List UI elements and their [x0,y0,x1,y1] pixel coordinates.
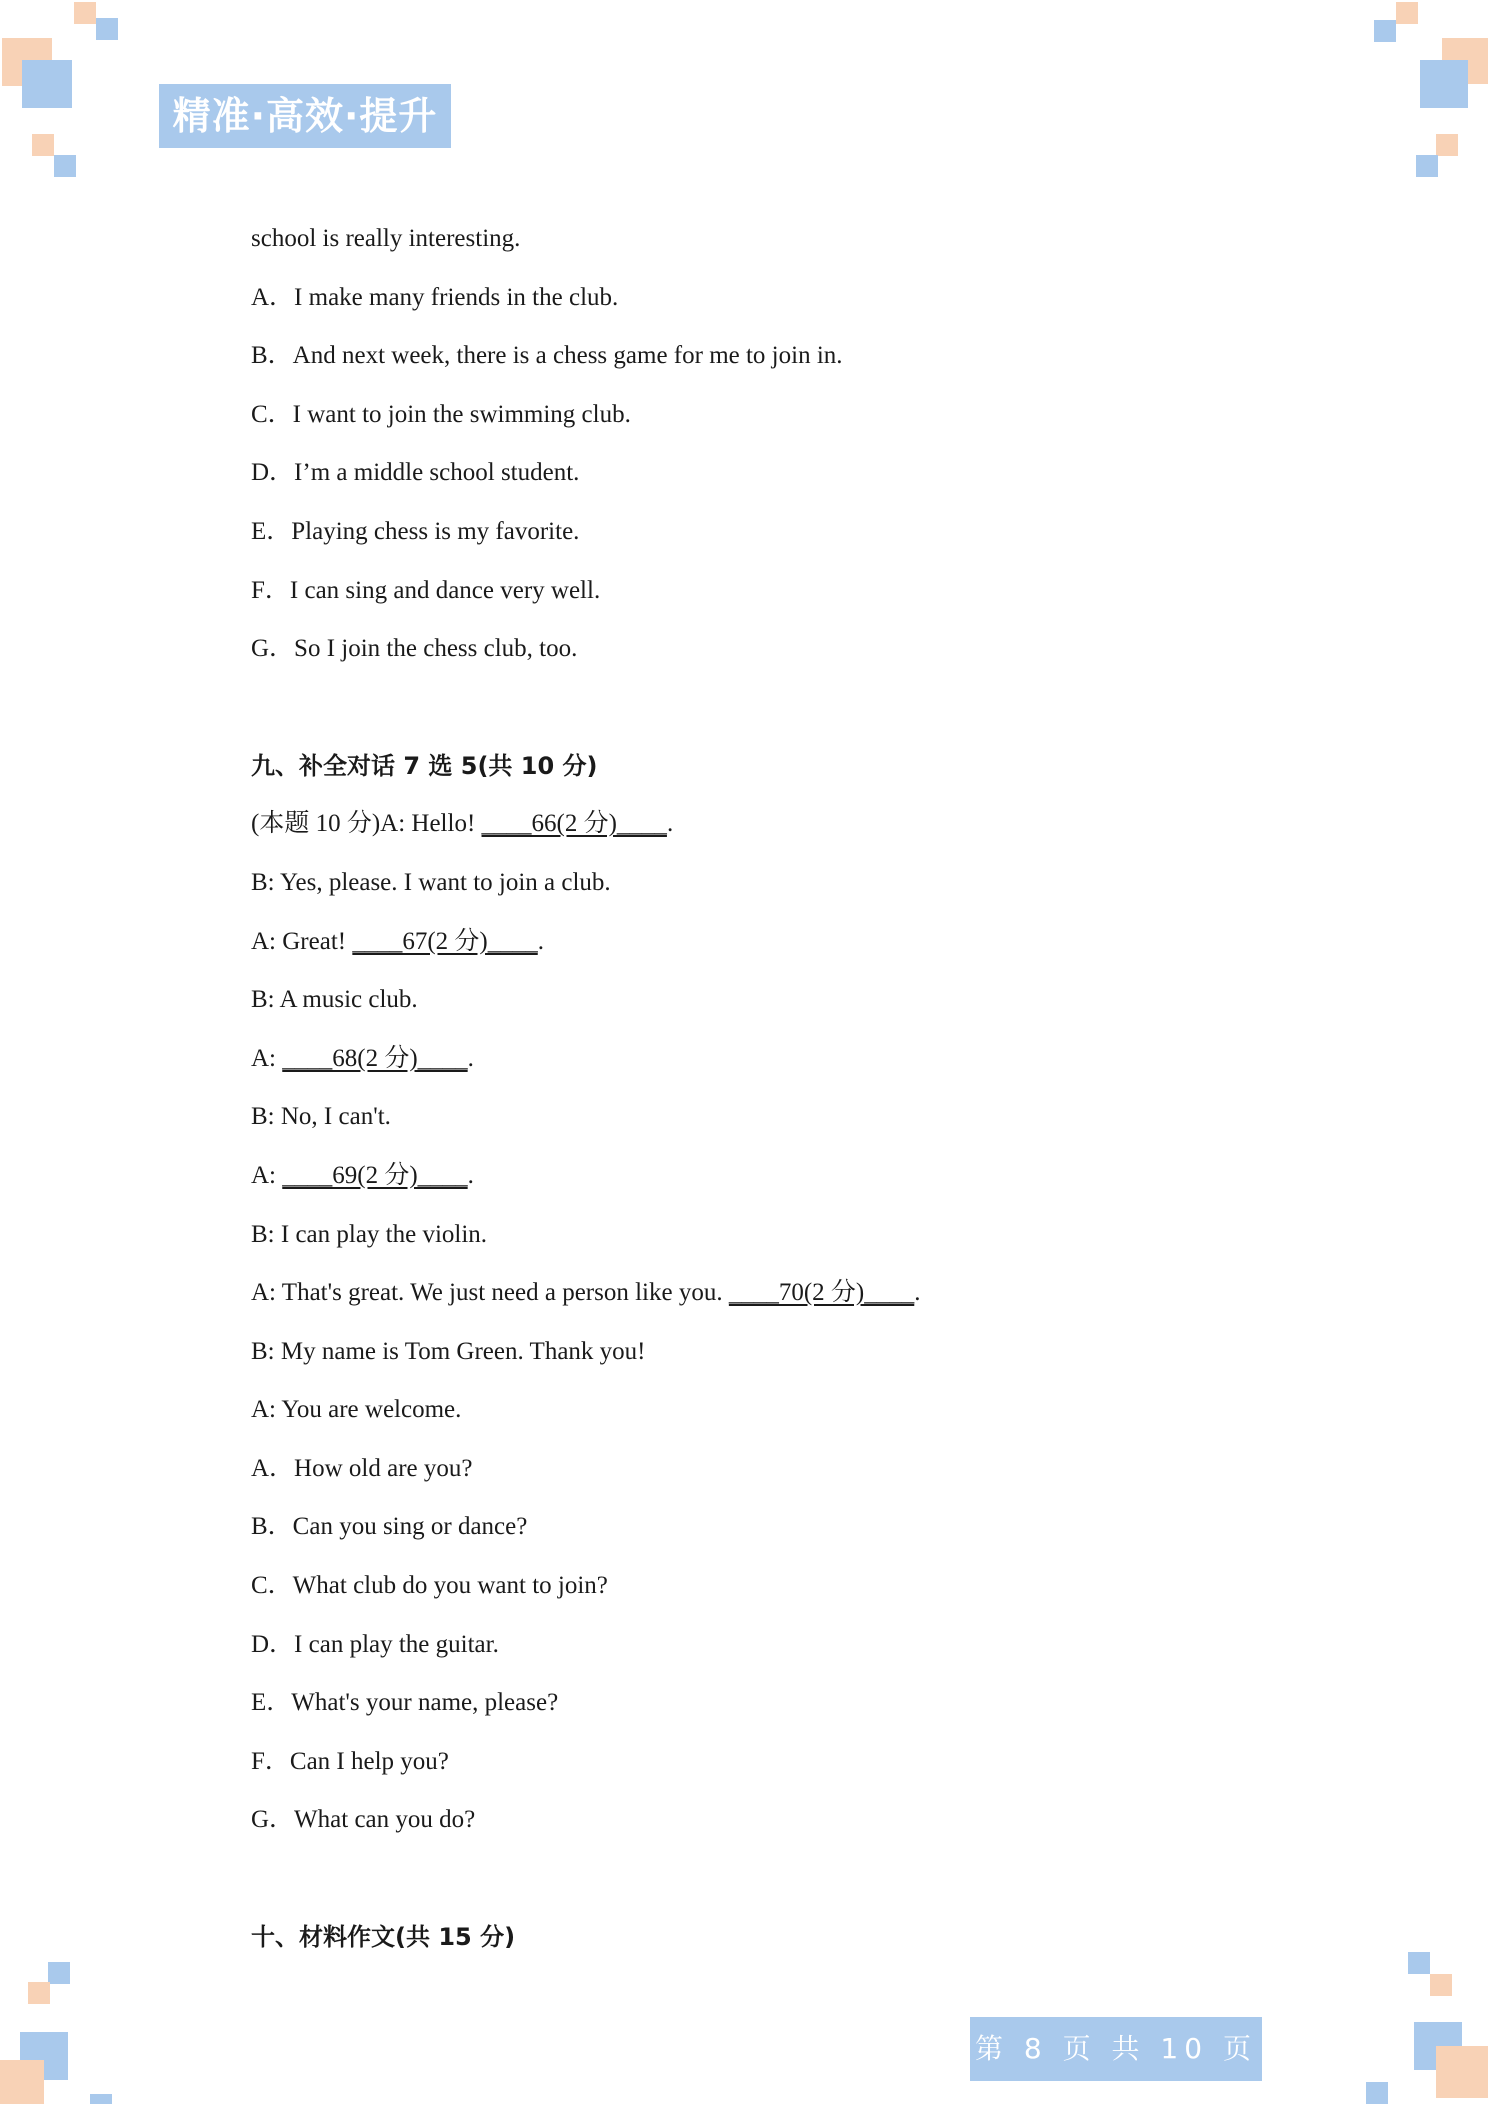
decor-square [1436,134,1458,156]
question-continuation: school is really interesting. [251,225,521,252]
dialogue-line: B: A music club. [251,986,418,1014]
decor-square [90,2094,112,2104]
decor-square [1430,1974,1452,1996]
answer-blank-69: ____69(2 分)____ [282,1161,468,1189]
dialogue-line: A: ____69(2 分)____. [251,1161,474,1189]
dialogue-line: A: ____68(2 分)____. [251,1044,474,1072]
answer-blank-66: ____66(2 分)____ [481,810,667,838]
decor-square [74,2,96,24]
option-g: G．So I join the chess club, too. [251,635,578,663]
answer-blank-70: ____70(2 分)____ [728,1279,915,1307]
dialogue-line: B: My name is Tom Green. Thank you! [251,1337,646,1365]
option-f: F．Can I help you? [251,1747,449,1775]
dialogue-line: B: Yes, please. I want to join a club. [251,868,611,896]
dialogue-line: A: Great! ____67(2 分)____. [251,927,544,955]
decor-square [22,60,72,108]
decor-square [54,155,76,177]
decor-square [28,1982,50,2004]
option-c: C．What club do you want to join? [251,1572,608,1600]
decor-square [96,18,118,40]
option-a: A．I make many friends in the club. [251,283,619,311]
decor-square [1416,155,1438,177]
option-e: E．What's your name, please? [251,1689,559,1717]
dialogue-line: B: No, I can't. [251,1103,391,1131]
dialogue-line: (本题 10 分)A: Hello! ____66(2 分)____. [251,810,674,838]
answer-blank-67: ____67(2 分)____ [352,927,538,955]
decor-square [1396,2,1418,24]
page-number-badge: 第 8 页 共 10 页 [970,2017,1262,2081]
option-b: B．Can you sing or dance? [251,1513,528,1541]
decor-square [1420,60,1468,108]
decor-square [48,1962,70,1984]
decor-square [1408,1952,1430,1974]
option-e: E．Playing chess is my favorite. [251,517,580,545]
dialogue-line: B: I can play the violin. [251,1220,488,1248]
dialogue-line: A: That's great. We just need a person like you. ____70(2 分)____. [251,1279,921,1307]
decor-square [1374,20,1396,42]
section-9-title: 九、补全对话 7 选 5(共 10 分) [251,751,598,780]
option-d: D．I can play the guitar. [251,1630,499,1658]
header-badge: 精准·高效·提升 [159,84,451,148]
decor-square [1436,2046,1488,2098]
decor-square [1366,2082,1388,2104]
decor-square [32,134,54,156]
exam-content [251,210,1251,1967]
option-a: A．How old are you? [251,1454,473,1482]
dialogue-line: A: You are welcome. [251,1396,462,1424]
answer-blank-68: ____68(2 分)____ [282,1044,468,1072]
option-g: G．What can you do? [251,1806,476,1834]
option-d: D．I’m a middle school student. [251,459,580,487]
section-10-title: 十、材料作文(共 15 分) [251,1923,516,1952]
option-f: F．I can sing and dance very well. [251,576,601,604]
option-c: C．I want to join the swimming club. [251,400,631,428]
decor-square [0,2060,44,2104]
option-b: B．And next week, there is a chess game for me to join in. [251,342,843,370]
